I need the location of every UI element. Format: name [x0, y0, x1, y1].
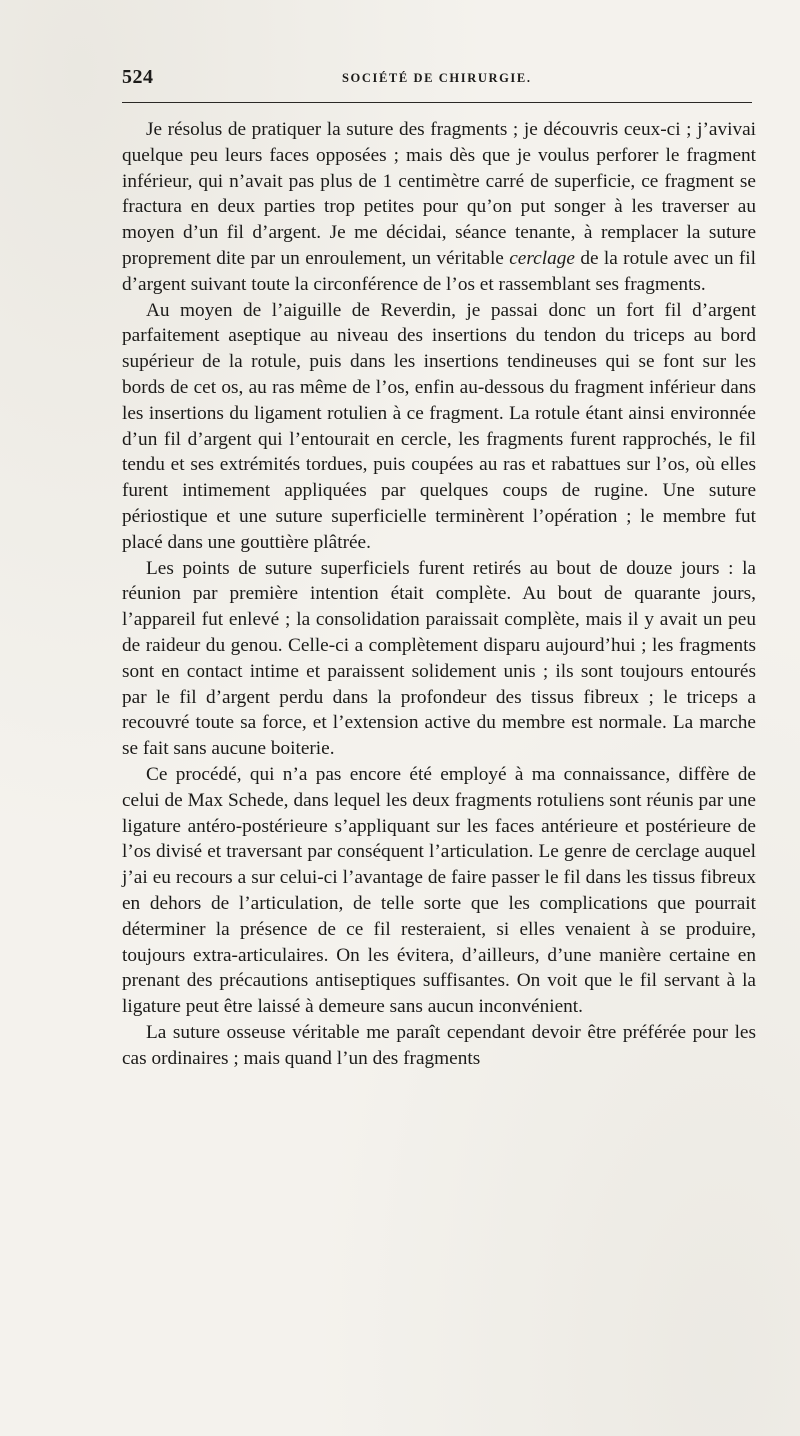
header-rule — [122, 102, 752, 103]
body-text — [122, 117, 756, 1071]
paragraph: La suture osseuse véritable me paraît cependant devoir être préférée pour les cas ordinaires ; mais quand l’un des fragments — [122, 1021, 756, 1069]
paragraph-text: de la rotule avec un fil d’argent suivant toute la circonférence de l’os et rassemblant ses fragments. — [122, 247, 757, 295]
paragraph — [122, 117, 756, 298]
paragraph: Ce procédé, qui n’a pas encore été employé à ma connaissance, diffère de celui de Max Schede, dans lequel les deux fragments rotuliens sont réunis par une ligature antéro-postérieure s’appliquant sur les faces antérieure et postérieure de l’os divisé et traversant par conséquent l’articulation. Le genre de cerclage auquel j’ai eu recours a sur celui-ci l’avantage de faire passer le fil dans les tissus fibreux en dehors de l’articulation, de telle sorte que les complications que pourrait déterminer la présence de ce fil resteraient, si elles venaient à se produire, toujours extra-articulaires. On les évitera, d’ailleurs, d’une manière certaine en prenant des précautions antiseptiques suffisantes. On voit que le fil servant à la ligature peut être laissé à demeure sans aucun inconvénient. — [122, 763, 756, 1018]
paragraph-text: Je résolus de pratiquer la suture des fragments ; je découvris ceux-ci ; j’avivai quelque peu leurs faces opposées ; mais dès que je voulus perforer le fragment inférieur, qui n’avait pas plus de 1 centimètre carré de superficie, ce fragment se fractura en deux parties trop petites pour qu’on put songer à les traverser au moyen d’un fil d’argent. Je me décidai, séance tenante, à remplacer la suture proprement dite par un enroulement, un véritable — [122, 119, 756, 269]
running-head — [122, 66, 752, 92]
emphasis-cerclage: cerclage — [509, 247, 575, 269]
running-title: SOCIÉTÉ DE CHIRURGIE. — [342, 71, 532, 85]
paragraph: Les points de suture superficiels furent retirés au bout de douze jours : la réunion par première intention était complète. Au bout de quarante jours, l’appareil fut enlevé ; la consolidation paraissait complète, mais il y avait un peu de raideur du genou. Celle-ci a complètement disparu aujourd’hui ; les fragments sont en contact intime et paraissent solidement unis ; ils sont toujours entourés par le fil d’argent perdu dans la profondeur des tissus fibreux ; le triceps a recouvré toute sa force, et l’extension active du membre est normale. La marche se fait sans aucune boiterie. — [122, 557, 756, 760]
paragraph: Au moyen de l’aiguille de Reverdin, je passai donc un fort fil d’argent parfaitement aseptique au niveau des insertions du tendon du triceps au bord supérieur de la rotule, puis dans les insertions tendineuses qui se font sur les bords de cet os, au ras même de l’os, enfin au-dessous du fragment inférieur dans les insertions du ligament rotulien à ce fragment. La rotule étant ainsi environnée d’un fil d’argent qui l’entourait en cercle, les fragments furent rapprochés, le fil tendu et ses extrémités tordues, puis coupées au ras et rabattues sur l’os, où elles furent intimement appliquées par quelques coups de rugine. Une suture périostique et une suture superficielle terminèrent l’opération ; le membre fut placé dans une gouttière plâtrée. — [122, 299, 756, 553]
page-number: 524 — [122, 66, 154, 88]
